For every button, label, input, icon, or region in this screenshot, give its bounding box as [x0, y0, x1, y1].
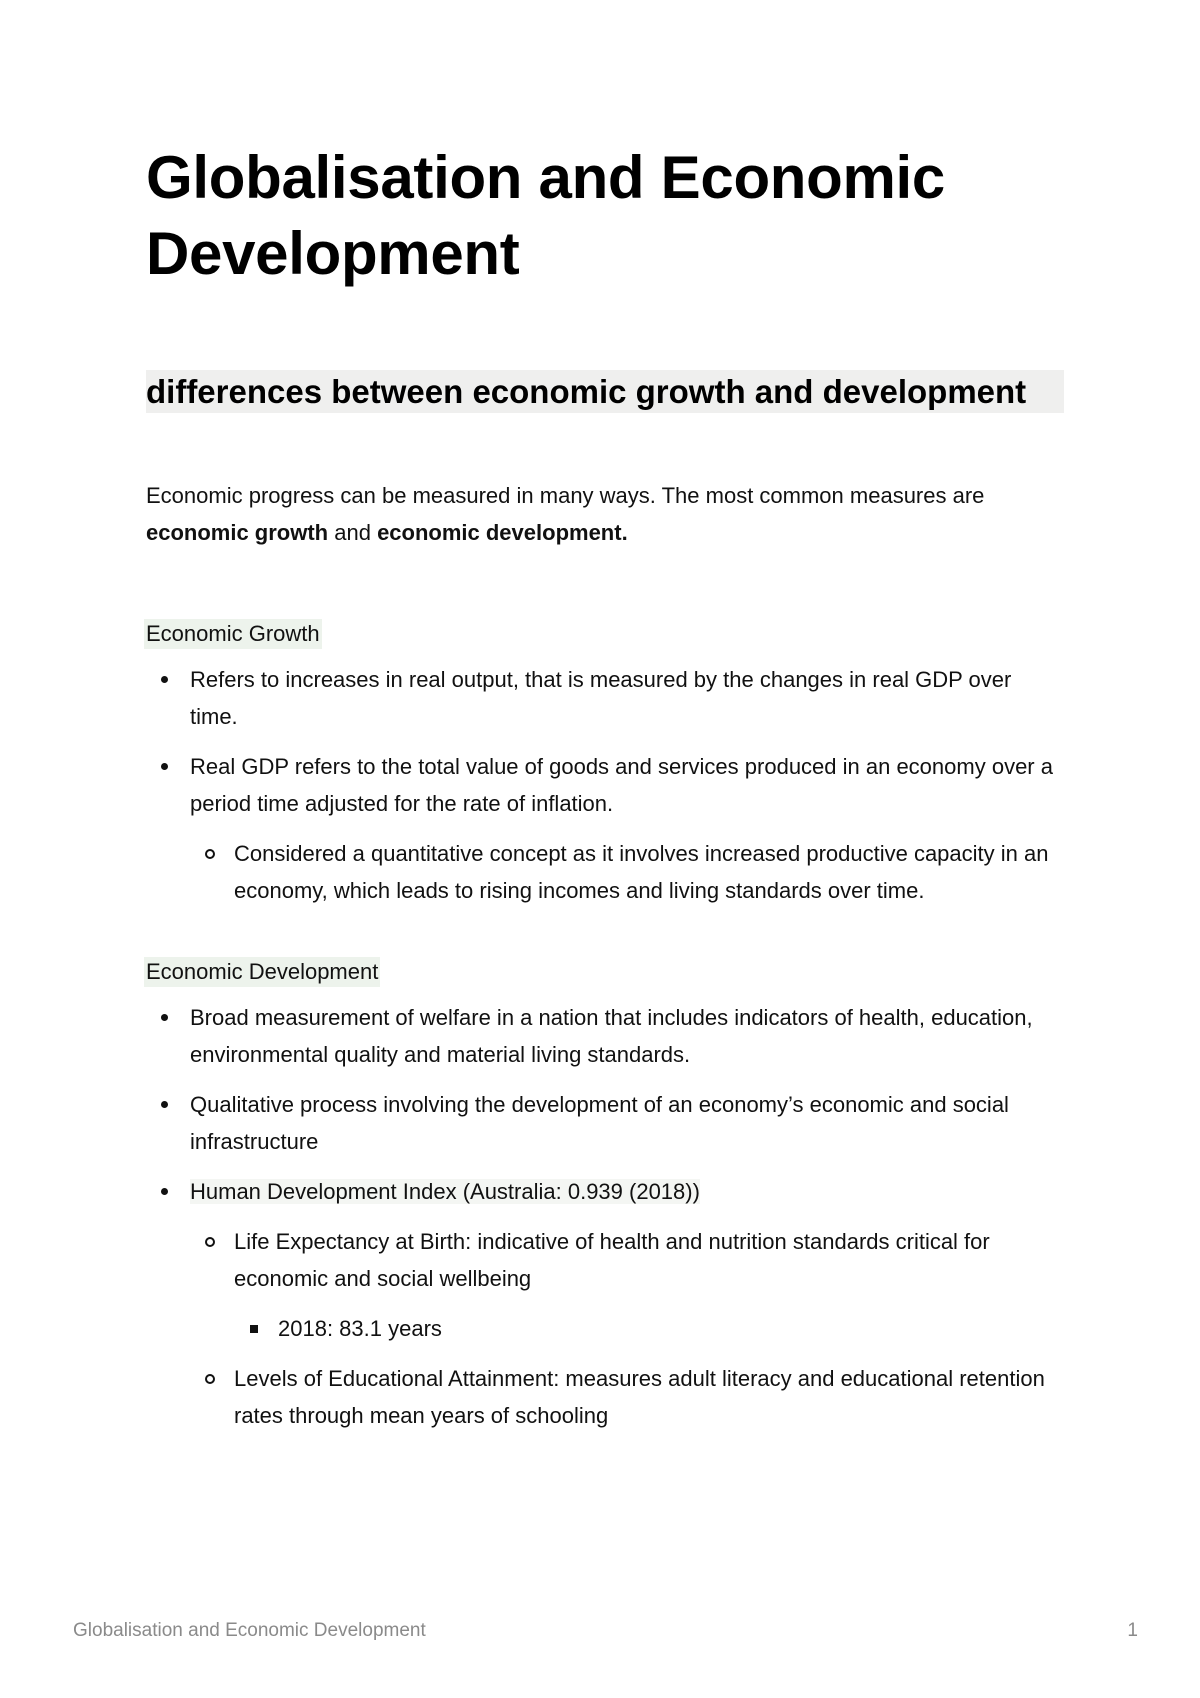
development-list — [146, 999, 1064, 1434]
list-item: Broad measurement of welfare in a nation that includes indicators of health, education, environmental quality and material living standards. — [146, 999, 1064, 1073]
footer-page-number: 1 — [1127, 1620, 1138, 1641]
intro-text-2: and — [328, 520, 378, 545]
list-item: Considered a quantitative concept as it involves increased productive capacity in an economy, which leads to rising incomes and living standards over time. — [190, 835, 1064, 909]
list-item: Qualitative process involving the development of an economy’s economic and social infrastructure — [146, 1086, 1064, 1160]
list-item — [190, 1223, 1064, 1347]
page-content — [146, 140, 1064, 1447]
list-item: Levels of Educational Attainment: measures adult literacy and educational retention rates through mean years of schooling — [190, 1360, 1064, 1434]
intro-bold-development: economic development. — [377, 520, 628, 545]
page-title: Globalisation and Economic Development — [146, 144, 945, 287]
economic-growth-block — [146, 619, 1064, 909]
section-heading: differences between economic growth and development — [146, 370, 1064, 413]
list-item: 2018: 83.1 years — [234, 1310, 1064, 1347]
intro-paragraph — [146, 477, 1064, 551]
footer-doc-title: Globalisation and Economic Development — [73, 1620, 426, 1641]
growth-sublist — [190, 835, 1064, 909]
list-item — [146, 748, 1064, 909]
economic-growth-label: Economic Growth — [144, 619, 322, 649]
economic-development-label: Economic Development — [144, 957, 380, 987]
economic-development-block — [146, 957, 1064, 1434]
intro-text-1: Economic progress can be measured in many ways. The most common measures are — [146, 483, 985, 508]
list-item-text: Real GDP refers to the total value of goods and services produced in an economy over a period time adjusted for the rate of inflation. — [190, 754, 1053, 816]
growth-list — [146, 661, 1064, 909]
list-item: Refers to increases in real output, that is measured by the changes in real GDP over time. — [146, 661, 1064, 735]
life-expectancy-text: Life Expectancy at Birth: indicative of health and nutrition standards critical for economic and social wellbeing — [234, 1229, 990, 1291]
list-item — [146, 1173, 1064, 1434]
intro-bold-growth: economic growth — [146, 520, 329, 545]
life-expectancy-sublist — [234, 1310, 1064, 1347]
hdi-sublist — [190, 1223, 1064, 1434]
hdi-heading: Human Development Index (Australia: 0.939 (2018)) — [190, 1179, 700, 1204]
